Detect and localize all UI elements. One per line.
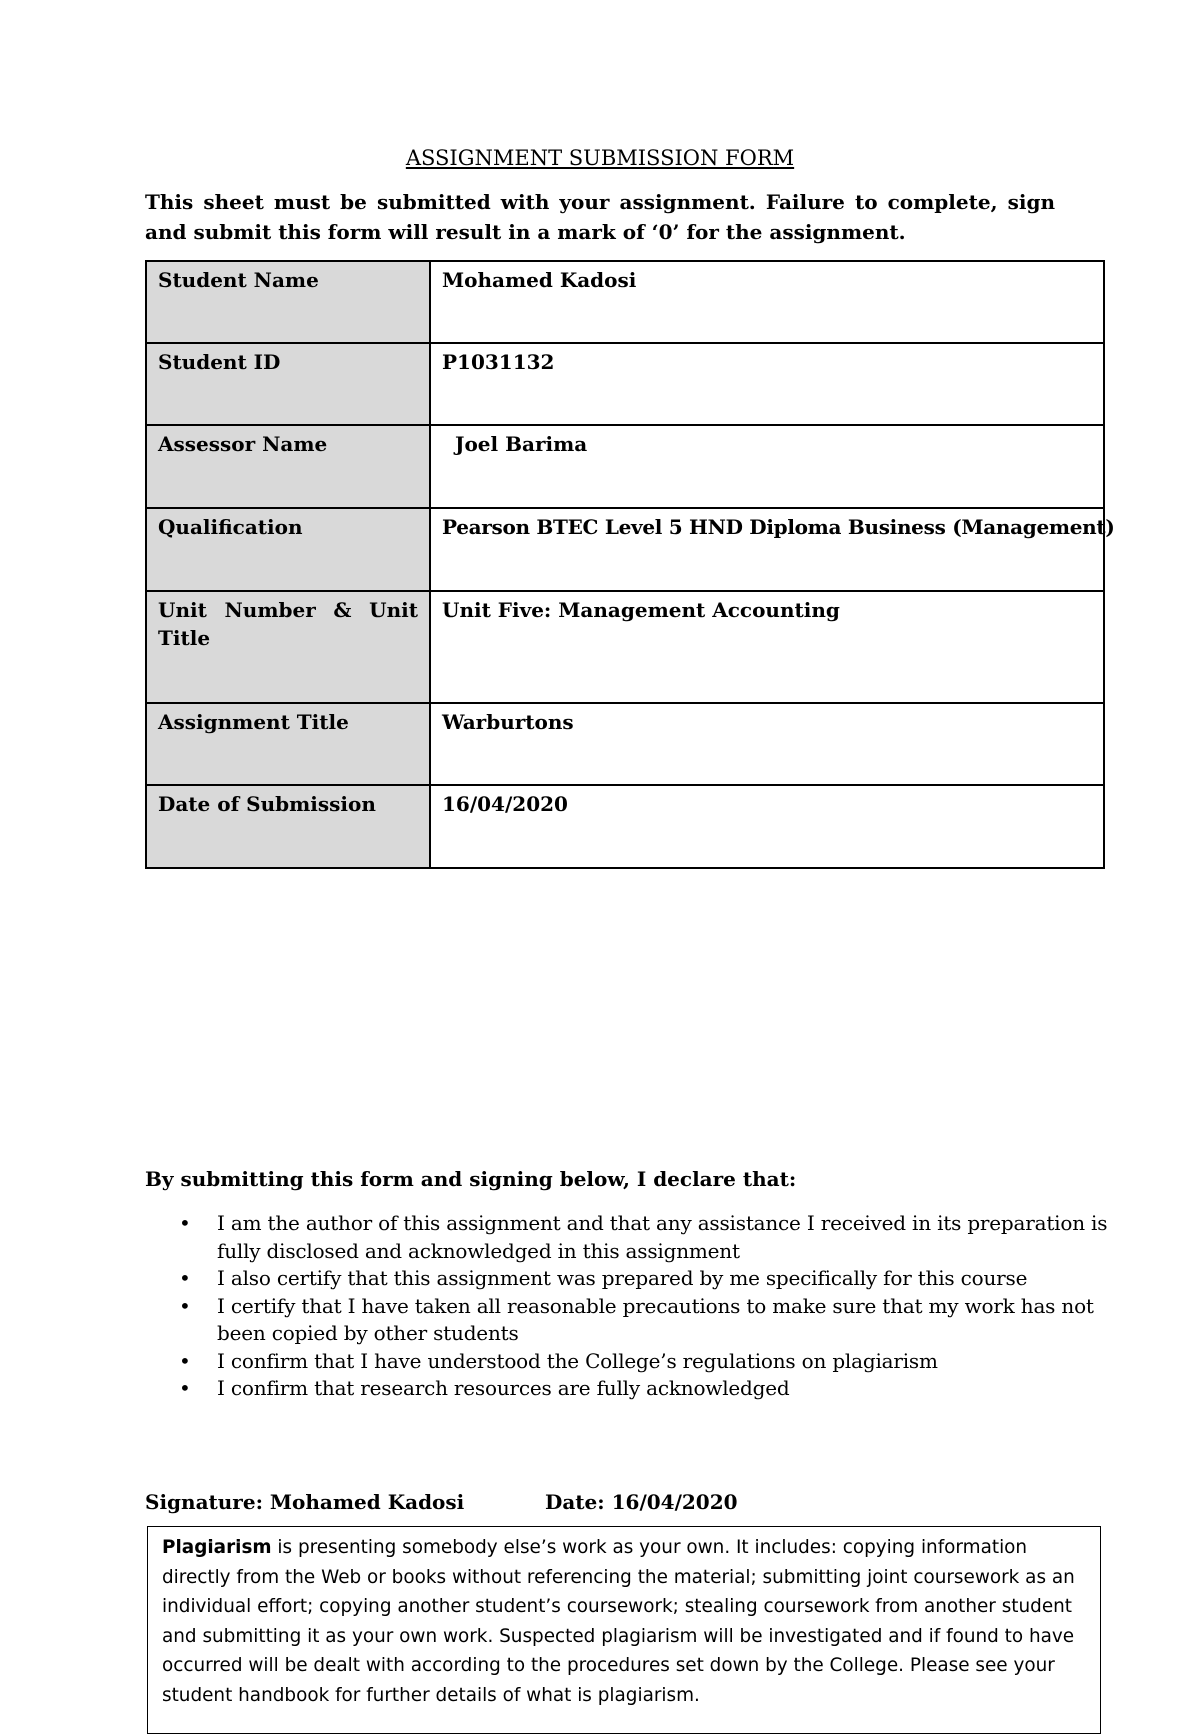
bullet-icon: • [179, 1376, 191, 1400]
row-label: Assessor Name [146, 425, 430, 508]
row-value: Warburtons [430, 703, 1104, 785]
row-label: Student Name [146, 261, 430, 343]
form-intro: This sheet must be submitted with your assignment. Failure to complete, sign and submit this form will result in a mark of ‘0’ for the assignment. [145, 190, 1055, 244]
row-label: Student ID [146, 343, 430, 425]
declaration-text: I confirm that I have understood the College’s regulations on plagiarism [217, 1348, 938, 1373]
declaration-text: I confirm that research resources are fully acknowledged [217, 1376, 790, 1400]
row-label: Qualification [146, 508, 430, 591]
row-value: Mohamed Kadosi [430, 261, 1104, 343]
list-item [179, 1293, 1132, 1348]
list-item [179, 1375, 1132, 1403]
declaration-text: I also certify that this assignment was prepared by me specifically for this course [217, 1266, 1028, 1290]
bullet-icon: • [179, 1293, 191, 1318]
table-row [146, 425, 1104, 508]
list-item [179, 1265, 1132, 1293]
row-value: Unit Five: Management Accounting [430, 591, 1104, 703]
declaration-title: By submitting this form and signing below, I declare that: [145, 1167, 797, 1191]
row-value: 16/04/2020 [430, 785, 1104, 868]
submission-table [145, 260, 1115, 869]
row-value: P1031132 [430, 343, 1104, 425]
table-row [146, 785, 1104, 868]
plagiarism-notice [147, 1526, 1101, 1734]
row-label: Unit Number & Unit Title [146, 591, 430, 703]
bullet-icon: • [179, 1211, 191, 1235]
table-row [146, 261, 1104, 343]
form-title: ASSIGNMENT SUBMISSION FORM [405, 146, 795, 170]
plagiarism-text: is presenting somebody else’s work as your own. It includes: copying information directly from the Web or books without referencing the material; submitting joint coursework as an individual effort; copying another student’s coursework; stealing coursework from another student and submitting it as your own work. Suspected plagiarism will be investigated and if found to have occurred will be dealt with according to the procedures set down by the College. Please see your student handbook for further details of what is plagiarism. [162, 1537, 1075, 1706]
plagiarism-term: Plagiarism [162, 1537, 272, 1558]
table-row [146, 343, 1104, 425]
signature-date: Date: 16/04/2020 [545, 1490, 738, 1514]
table-row [146, 508, 1104, 591]
table-row [146, 591, 1104, 703]
signature-line [145, 1490, 738, 1514]
list-item [179, 1348, 1132, 1376]
signature-text: Signature: Mohamed Kadosi [145, 1490, 465, 1514]
row-value: Joel Barima [430, 425, 1104, 508]
declaration-text: I certify that I have taken all reasonable precautions to make sure that my work has not been copied by other students [217, 1293, 1094, 1345]
bullet-icon: • [179, 1266, 191, 1290]
table-row [146, 703, 1104, 785]
bullet-icon: • [179, 1348, 191, 1373]
declaration-list [145, 1210, 1132, 1403]
list-item [179, 1210, 1132, 1265]
declaration-text: I am the author of this assignment and that any assistance I received in its preparation is fully disclosed and acknowledged in this assignment [217, 1211, 1108, 1263]
row-label: Assignment Title [146, 703, 430, 785]
row-label: Date of Submission [146, 785, 430, 868]
row-value: Pearson BTEC Level 5 HND Diploma Business (Management) [430, 508, 1104, 591]
